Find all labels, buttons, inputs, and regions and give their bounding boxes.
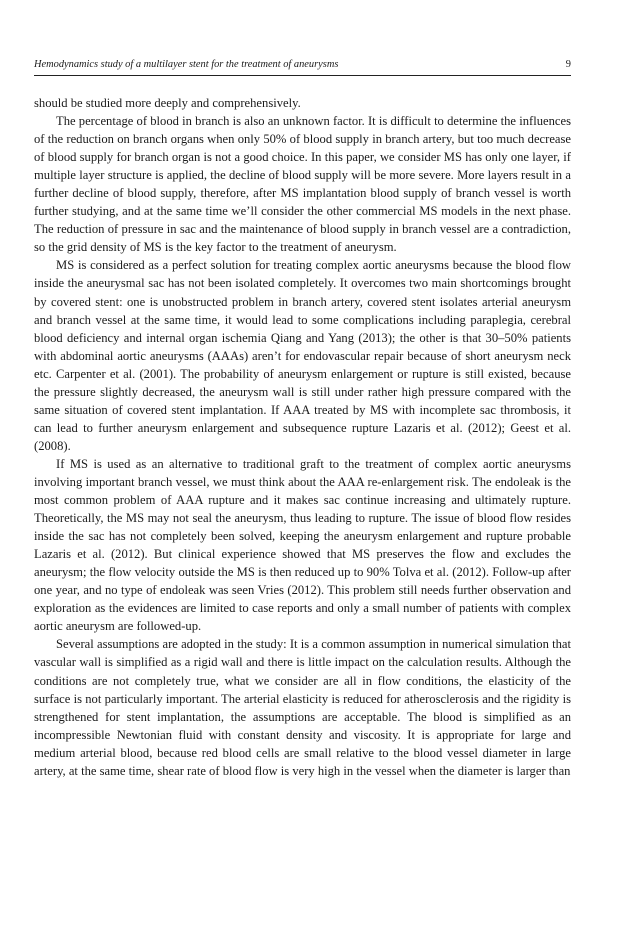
paragraph-branch-blood: The percentage of blood in branch is also an unknown factor. It is difficult to determine the influences of the reduction on branch organs when only 50% of blood supply in branch artery, but too much decrease of blood supply for branch organ is not a good choice. In this paper, we consider MS has only one layer, if multiple layer structure is applied, the decline of blood supply will be more severe. More layers result in a further decline of blood supply, therefore, after MS implantation blood supply of branch vessel is worth further studying, and at the same time we’ll consider the other commercial MS models in the next phase. The reduction of pressure in sac and the maintenance of blood supply in branch vessel are a contradiction, so the grid density of MS is the key factor to the treatment of aneurysm.	[34, 114, 571, 255]
body-text	[34, 94, 571, 780]
paragraph-continuation: should be studied more deeply and comprehensively.	[34, 96, 301, 110]
page-number: 9	[565, 59, 571, 70]
paragraph-assumptions: Several assumptions are adopted in the study: It is a common assumption in numerical simulation that vascular wall is simplified as a rigid wall and there is little impact on the calculation results. Although the conditions are not completely true, what we consider are all in flow conditions, the elasticity of the surface is not particularly important. The arterial elasticity is reduced for atherosclerosis and the rigidity is strengthened for stent implantation, the assumptions are acceptable. The blood is simplified as an incompressible Newtonian fluid with constant density and viscosity. It is appropriate for large and medium arterial blood, because red blood cells are small relative to the blood vessel diameter in large artery, at the same time, shear rate of blood flow is very high in the vessel when the diameter is larger than	[34, 637, 571, 778]
running-header	[34, 58, 571, 76]
paragraph-ms-alternative: If MS is used as an alternative to traditional graft to the treatment of complex aortic aneurysms involving important branch vessel, we must think about the AAA re-enlargement risk. The endoleak is the most common problem of AAA rupture and it makes sac continue increasing and ultimately rupture. Theoretically, the MS may not seal the aneurysm, thus leading to rupture. The issue of blood flow resides inside the sac has not completely been solved, keeping the aneurysm enlargement and rupture probable Lazaris et al. (2012). But clinical experience showed that MS preserves the flow and excludes the aneurysm; the flow velocity outside the MS is then reduced up to 90% Tolva et al. (2012). Follow-up after one year, and no type of endoleak was seen Vries (2012). This problem still needs further observation and exploration as the evidences are limited to case reports and only a small number of patients with complex aortic aneurysm are followed-up.	[34, 456, 571, 634]
paragraph-ms-solution: MS is considered as a perfect solution for treating complex aortic aneurysms because the blood flow inside the aneurysmal sac has not been isolated completely. It overcomes two main shortcomings brought by covered stent: one is unobstructed problem in branch artery, covered stent isolates arterial aneurysm and branch vessel at the same time, it would lead to some complications including paraplegia, cerebral blood deficiency and internal organ ischemia Qiang and Yang (2013); the other is that 30–50% patients with abdominal aortic aneurysms (AAAs) aren’t for endovascular repair because of short aneurysm neck etc. Carpenter et al. (2001). The probability of aneurysm enlargement or rupture is still existed, because the pressure slightly decreased, the aneurysm wall is still under rather high pressure compared with the same situation of covered stent implantation. If AAA treated by MS with incomplete sac thrombosis, it can lead to further aneurysm enlargement and subsequence rupture Lazaris et al. (2012); Geest et al. (2008).	[34, 258, 571, 453]
running-title: Hemodynamics study of a multilayer stent for the treatment of aneurysms	[34, 59, 339, 70]
page	[34, 58, 571, 780]
